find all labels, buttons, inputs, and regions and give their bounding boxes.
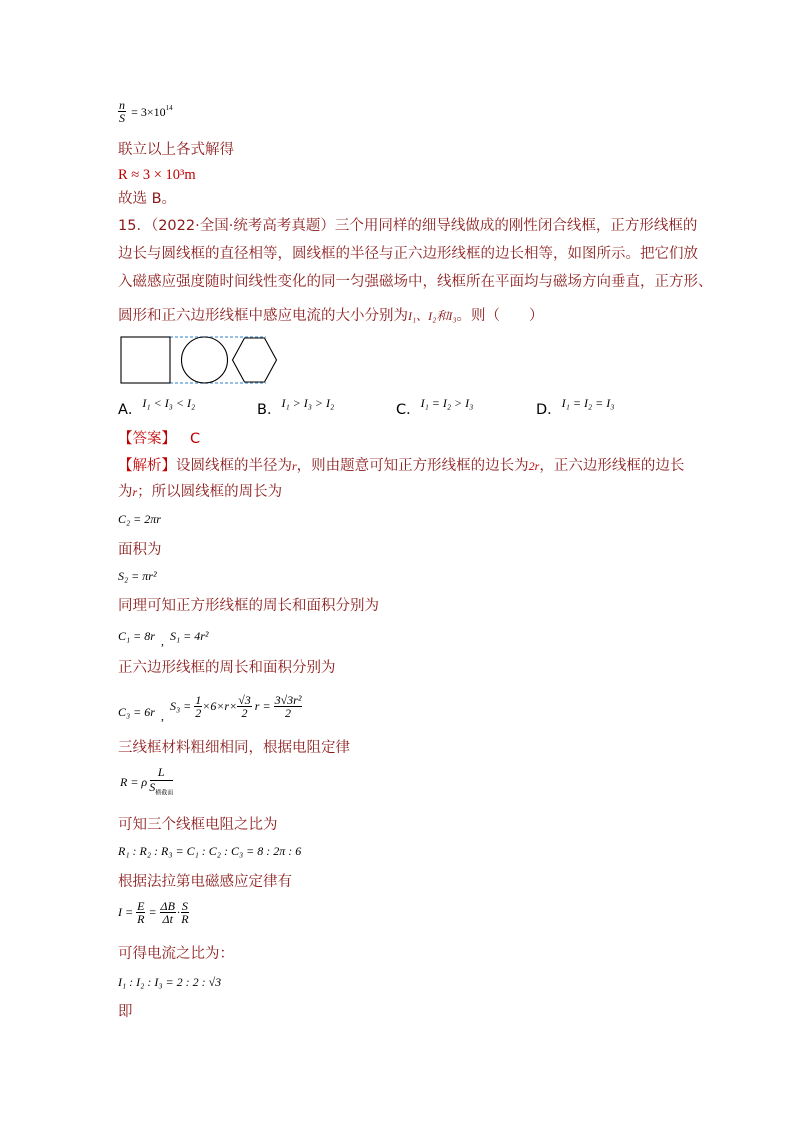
- denominator: R: [137, 912, 145, 926]
- two-r-symbol: 2r: [528, 459, 540, 473]
- hex-label: 正六边形线框的周长和面积分别为: [118, 660, 336, 676]
- c1-s1-equations: [118, 625, 209, 648]
- hexagon-frame: [233, 338, 277, 382]
- equation-rhs: = 3×10: [131, 105, 166, 119]
- s-over-r: [181, 900, 189, 925]
- figure-shapes: [118, 334, 284, 388]
- c2-equation: C₂ = 2πr: [118, 512, 161, 526]
- question-line-4-text: 圆形和正六边形线框中感应电流的大小分别为: [118, 308, 408, 324]
- s3-r: r =: [254, 698, 271, 713]
- option-b-expr: I₁ > I₃ > I₂: [281, 396, 335, 410]
- question-line-4: [118, 306, 544, 326]
- option-c[interactable]: [396, 396, 474, 420]
- current-symbols: I₁、I₂和I₃: [408, 309, 457, 323]
- area-label: 面积为: [118, 542, 162, 558]
- current-ratio: I₁ : I₂ : I₃ = 2 : 2 : √3: [118, 975, 222, 989]
- current-label: 可得电流之比为：: [118, 946, 234, 962]
- numerator: ΔB: [160, 899, 175, 913]
- option-a-label: A．: [118, 402, 143, 418]
- resistance-ratio: R₁ : R₂ : R₃ = C₁ : C₂ : C₃ = 8 : 2π : 6: [118, 844, 302, 858]
- option-a[interactable]: [118, 396, 196, 420]
- r-lhs: R = ρ: [120, 775, 148, 790]
- s3-fraction-3: [274, 694, 303, 719]
- numerator: 3√3r²: [274, 692, 302, 707]
- s3-mid: ×6×r×: [202, 698, 238, 713]
- s2-equation: S₂ = πr²: [118, 569, 157, 583]
- equals: =: [148, 905, 157, 919]
- denominator: [149, 781, 173, 799]
- fraction: [118, 99, 126, 124]
- analysis-line-1: [118, 456, 684, 476]
- r-symbol: r: [292, 459, 297, 473]
- denominator: Δt: [162, 912, 173, 926]
- analysis-text-2b: ；所以圆线框的周长为: [137, 484, 283, 500]
- answer-value: C: [190, 431, 201, 447]
- same-label: 同理可知正方形线框的周长和面积分别为: [118, 598, 379, 614]
- ratio-label: 可知三个线框电阻之比为: [118, 817, 278, 833]
- option-b[interactable]: [257, 396, 335, 420]
- numerator: E: [137, 899, 145, 913]
- numerator: L: [150, 766, 173, 781]
- denominator: S: [119, 111, 125, 125]
- ji-text: 即: [118, 1004, 133, 1020]
- i-lhs: I =: [118, 905, 134, 919]
- question-line-1: 15．（2022·全国·统考高考真题）三个用同样的细导线做成的刚性闭合线框，正方形线框的: [118, 218, 698, 234]
- option-d[interactable]: [536, 396, 615, 420]
- exponent: 14: [165, 104, 173, 112]
- option-a-expr: I₁ < I₃ < I₂: [142, 396, 196, 410]
- db-over-dt: [160, 900, 176, 925]
- resistance-law: [120, 766, 173, 799]
- analysis-label: 【解析】: [118, 458, 176, 474]
- s3-fraction-2: [237, 694, 252, 719]
- denominator: 2: [241, 705, 248, 720]
- resistance-fraction: [149, 766, 173, 799]
- numerator: n: [119, 98, 125, 112]
- analysis-line-2: [118, 482, 282, 502]
- question-line-2: 边长与圆线框的直径相等，圆线框的半径与正六边形线框的边长相等，如图所示。把它们放: [118, 246, 698, 262]
- numerator: 1: [195, 692, 202, 707]
- choose-text: 故选 B。: [118, 191, 177, 207]
- c3-equation: C₃ = 6r: [118, 704, 155, 719]
- option-d-expr: I₁ = I₂ = I₃: [561, 396, 615, 410]
- s3-fraction-1: [194, 694, 202, 719]
- square-frame: [121, 337, 170, 383]
- question-line-4-end: 。则（ ）: [456, 308, 544, 324]
- denominator: R: [181, 912, 189, 926]
- e-over-r: [136, 900, 145, 925]
- option-b-label: B．: [257, 402, 282, 418]
- c1-equation: C₁ = 8r: [118, 629, 155, 643]
- circle-frame: [182, 337, 228, 383]
- cross-section-subscript: 横截面: [155, 790, 174, 797]
- analysis-text-1a: 设圆线框的半径为: [176, 458, 292, 474]
- option-c-expr: I₁ = I₂ > I₃: [420, 396, 474, 410]
- n-over-s-equation: [118, 99, 173, 124]
- s3-lhs: S₃ =: [169, 698, 192, 713]
- analysis-text-1b: ，则由题意可知正方形线框的边长为: [296, 458, 529, 474]
- answer-label: 【答案】: [118, 431, 176, 447]
- comma: ,: [160, 634, 164, 648]
- option-d-label: D．: [536, 402, 562, 418]
- s1-equation: S₁ = 4r²: [169, 629, 209, 643]
- c3-s3-equations: [118, 686, 302, 726]
- comma: ,: [160, 708, 164, 723]
- r-symbol: r: [132, 485, 138, 499]
- s-symbol: S: [149, 780, 156, 794]
- analysis-text-1c: ，正六边形线框的边长: [539, 458, 685, 474]
- denominator: 2: [195, 705, 202, 720]
- option-c-label: C．: [396, 402, 421, 418]
- r-result: R ≈ 3 × 10³m: [118, 167, 196, 183]
- dot: ·: [176, 905, 180, 919]
- faraday-equation: [118, 900, 189, 925]
- combine-text: 联立以上各式解得: [118, 142, 234, 158]
- question-line-3: 入磁感应强度随时间线性变化的同一匀强磁场中，线框所在平面均与磁场方向垂直，正方形、: [118, 274, 713, 290]
- resist-label: 三线框材料粗细相同，根据电阻定律: [118, 740, 350, 756]
- denominator: 2: [285, 705, 291, 720]
- analysis-text-2a: 为: [118, 484, 133, 500]
- faraday-label: 根据法拉第电磁感应定律有: [118, 874, 292, 890]
- numerator: √3: [238, 692, 251, 707]
- answer-line: [118, 429, 200, 449]
- numerator: S: [181, 899, 188, 913]
